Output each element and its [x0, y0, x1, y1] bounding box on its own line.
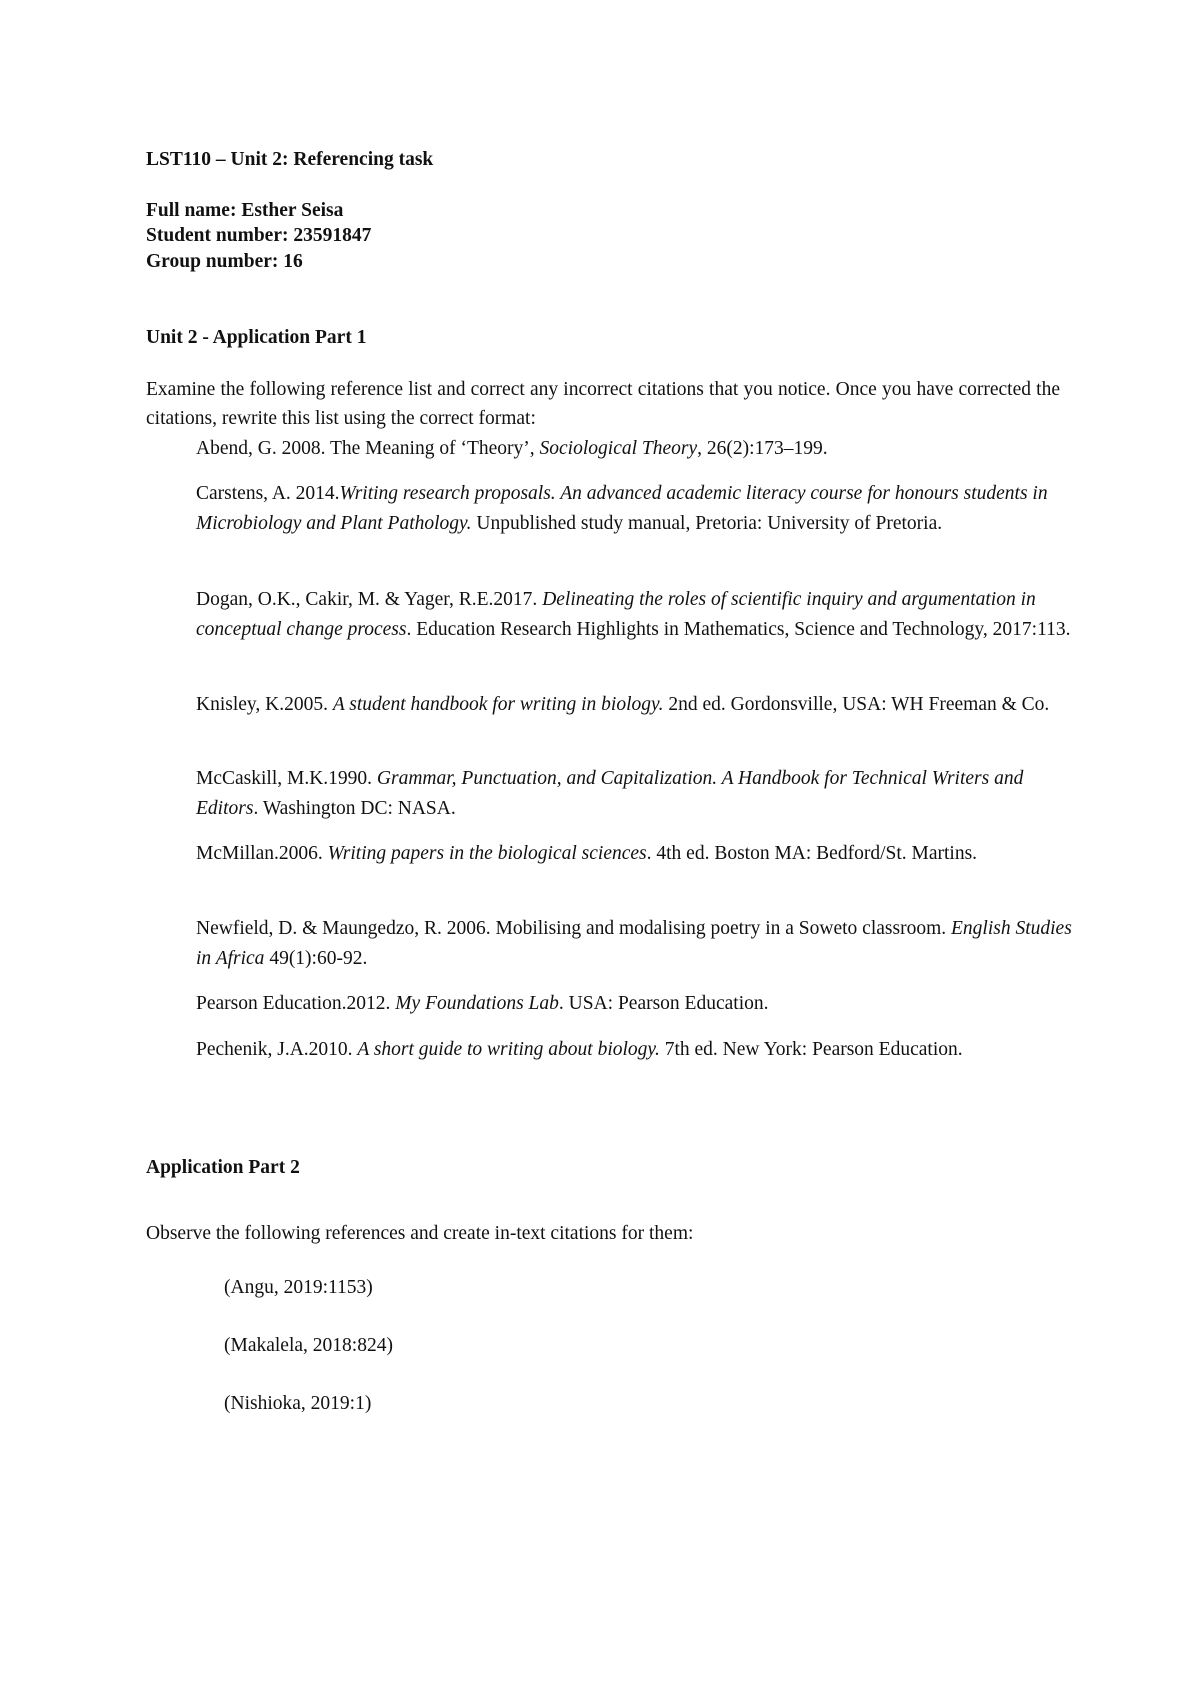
reference-entry	[196, 764, 1076, 823]
reference-details: Unpublished study manual, Pretoria: University of Pretoria.	[471, 512, 943, 534]
reference-entry	[196, 585, 1076, 644]
reference-title: English Studies in Africa	[196, 918, 1072, 969]
reference-text: Abend, G. 2008. The Meaning of ‘Theory’,	[196, 438, 540, 459]
reference-details: 2nd ed. Gordonsville, USA: WH Freeman & Co.	[663, 694, 1050, 715]
reference-title: Grammar, Punctuation, and Capitalization. A Handbook for Technical Writers and Editors	[196, 768, 1024, 819]
reference-details: 7th ed. New York: Pearson Education.	[659, 1039, 963, 1060]
reference-title: Writing papers in the biological sciences	[327, 843, 647, 864]
part2-heading: Application Part 2	[146, 1157, 300, 1178]
document-title: LST110 – Unit 2: Referencing task	[146, 149, 434, 170]
group-number: Group number: 16	[146, 251, 303, 272]
reference-title: Delineating the roles of scientific inquiry and argumentation in conceptual change process	[196, 589, 1036, 640]
reference-details: , 26(2):173–199.	[697, 438, 828, 459]
reference-entry	[196, 989, 1076, 1019]
part2-instructions: Observe the following references and create in-text citations for them:	[146, 1223, 694, 1244]
reference-text: Carstens, A. 2014.	[196, 483, 340, 504]
reference-text: Pechenik, J.A.2010.	[196, 1039, 358, 1060]
part1-heading: Unit 2 - Application Part 1	[146, 327, 367, 348]
reference-entry	[196, 479, 1076, 538]
reference-entry	[196, 914, 1076, 973]
part1-instructions: Examine the following reference list and correct any incorrect citations that you notice. Once you have corrected the citations, rewrite this list using the correct format:	[146, 379, 1060, 429]
reference-title: A student handbook for writing in biology.	[332, 694, 664, 715]
reference-text: Dogan, O.K., Cakir, M. & Yager, R.E.2017.	[196, 589, 543, 610]
in-text-citation: (Nishioka, 2019:1)	[224, 1393, 372, 1414]
reference-details: . Washington DC: NASA.	[253, 797, 456, 819]
reference-entry	[196, 1035, 1076, 1065]
in-text-citation: (Makalela, 2018:824)	[224, 1335, 393, 1356]
reference-details: . USA: Pearson Education.	[558, 993, 769, 1014]
reference-title: A short guide to writing about biology.	[357, 1039, 660, 1060]
in-text-citation: (Angu, 2019:1153)	[224, 1277, 373, 1298]
student-number: Student number: 23591847	[146, 225, 372, 246]
reference-details: . Education Research Highlights in Mathematics, Science and Technology, 2017:113.	[406, 618, 1071, 640]
reference-text: McCaskill, M.K.1990.	[196, 768, 377, 789]
reference-details: . 4th ed. Boston MA: Bedford/St. Martins.	[646, 843, 978, 864]
reference-text: McMillan.2006.	[196, 843, 328, 864]
student-full-name: Full name: Esther Seisa	[146, 200, 344, 221]
reference-entry	[196, 839, 1076, 869]
reference-text: Newfield, D. & Maungedzo, R. 2006. Mobilising and modalising poetry in a Soweto classroom.	[196, 918, 951, 939]
reference-text: Knisley, K.2005.	[196, 694, 333, 715]
reference-entry	[196, 690, 1076, 720]
reference-title: Writing research proposals. An advanced academic literacy course for honours students in Microbiology and Plant Pathology.	[196, 483, 1048, 534]
reference-title: My Foundations Lab	[395, 993, 559, 1014]
reference-entry	[196, 434, 1076, 464]
reference-details: 49(1):60-92.	[264, 947, 368, 969]
reference-text: Pearson Education.2012.	[196, 993, 396, 1014]
reference-title: Sociological Theory	[539, 438, 698, 459]
